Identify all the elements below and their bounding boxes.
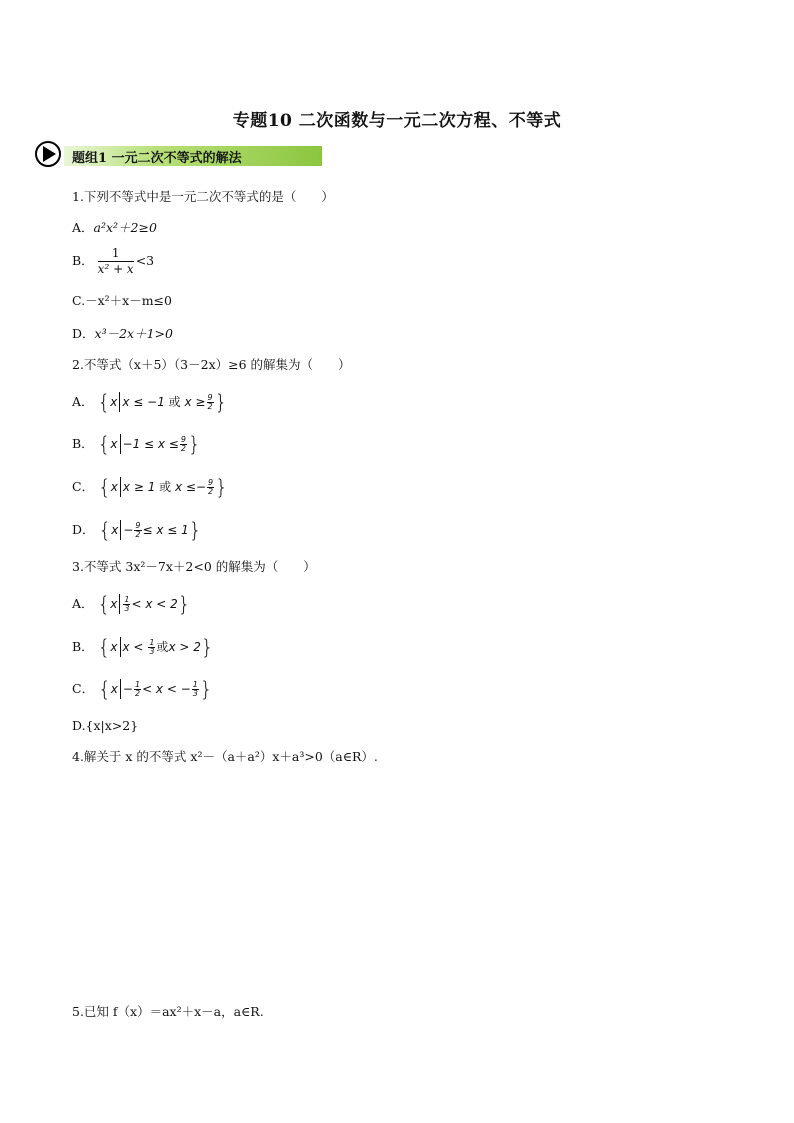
q1-option-a [72,219,157,237]
set-expression: {x x ≥ 1 或 x ≤− $\frac{9}{2}$ } [98,475,228,499]
option-label: D． [72,522,95,537]
option-label: B． [72,436,94,451]
option-label: C． [72,479,95,494]
set-expression: {x −1 ≤ x ≤ $\frac{9}{2}$ } [97,432,201,456]
option-label: D． [72,326,95,341]
option-text: x³－2x＋1>0 [94,326,173,341]
question-1-stem: 1.下列不等式中是一元二次不等式的是（ ） [72,189,334,204]
question-2-stem: 2.不等式（x＋5）（3－2x）≥6 的解集为（ ） [72,357,351,372]
q3-option-b [72,637,214,657]
q1-option-d [72,325,173,343]
option-label: C． [72,681,95,696]
q1-option-b [72,246,154,277]
set-expression: {x − $\frac{9}{2}$ ≤ x ≤ 1} [98,518,202,542]
q2-option-b [72,434,201,454]
set-expression: {x $\frac{1}{3}$ < x < 2} [97,592,191,616]
option-label: B． [72,639,94,654]
option-label: A． [72,394,94,409]
fraction-numerator: 1 [98,246,134,262]
option-text: <3 [135,253,155,268]
set-expression: {x − $\frac{1}{2}$ < x < − $\frac{1}{3}$ } [98,677,213,701]
q3-option-d: D.{x|x>2} [72,718,139,733]
play-arrow-icon [34,140,62,168]
fraction [98,246,134,277]
option-label: A． [72,596,94,611]
question-4-stem: 4.解关于 x 的不等式 x²－（a＋a²）x＋a³>0（a∈R）. [72,749,378,764]
q2-option-a [72,392,227,412]
question-3-stem: 3.不等式 3x²－7x＋2<0 的解集为（ ） [72,559,316,574]
q3-option-a [72,594,190,614]
option-label: A． [72,220,94,235]
fraction-denominator: x² + x [97,262,134,276]
set-expression: {x x ≤ −1 或 x ≥ $\frac{9}{2}$ } [97,390,228,414]
set-expression: {x x < $\frac{1}{3}$ 或x > 2} [97,635,214,659]
page-title: 专题10 二次函数与一元二次方程、不等式 [232,111,562,131]
q2-option-c [72,477,228,497]
option-text: a²x²＋2≥0 [93,220,157,235]
q3-option-c [72,679,213,699]
q2-option-d [72,520,202,540]
option-label: B． [72,253,94,268]
question-5-stem: 5.已知 f（x）＝ax²＋x－a，a∈R. [72,1004,264,1019]
section-label: 题组1 一元二次不等式的解法 [72,151,242,166]
q1-option-c: C.－x²＋x－m≤0 [72,293,172,308]
